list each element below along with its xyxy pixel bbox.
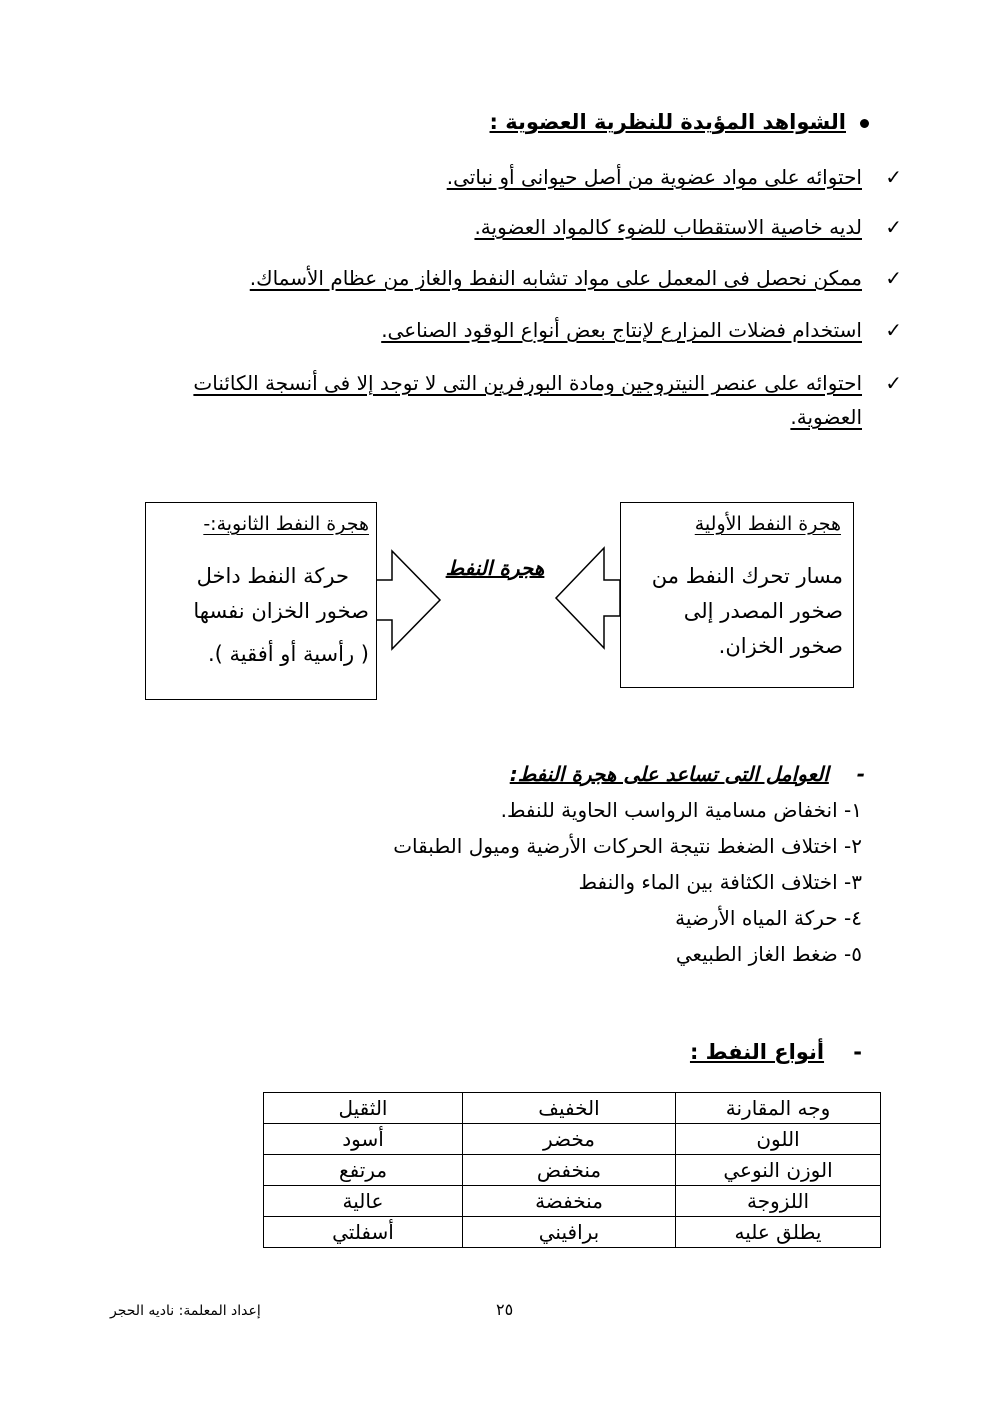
table-cell: أسفلتي	[264, 1217, 463, 1248]
migration-center-label: هجرة النفط	[445, 556, 545, 580]
table-cell: منخفضة	[463, 1186, 676, 1217]
table-cell: اللزوجة	[676, 1186, 881, 1217]
table-cell: يطلق عليه	[676, 1217, 881, 1248]
evidence-item: ✓ احتوائه على عنصر النيتروجين ومادة البورفرين التى لا توجد إلا فى أنسجة الكائنات العضوية.	[150, 366, 862, 434]
primary-migration-title: هجرة النفط الأولية	[694, 513, 841, 535]
checkmark-icon: ✓	[885, 318, 902, 342]
evidence-item: ✓ استخدام فضلات المزارع لإنتاج بعض أنواع الوقود الصناعى.	[381, 313, 862, 347]
table-cell: برافيني	[463, 1217, 676, 1248]
checkmark-icon: ✓	[885, 215, 902, 239]
checkmark-icon: ✓	[885, 371, 902, 395]
table-header-cell: الخفيف	[463, 1093, 676, 1124]
checkmark-icon: ✓	[885, 266, 902, 290]
table-cell: منخفض	[463, 1155, 676, 1186]
table-header-cell: وجه المقارنة	[676, 1093, 881, 1124]
evidence-item: ✓ ممكن نحصل فى المعمل على مواد تشابه النفط والغاز من عظام الأسماك.	[250, 261, 862, 295]
factor-item: ٤- حركة المياه الأرضية	[675, 906, 862, 930]
table-header-row	[264, 1093, 881, 1124]
checkmark-icon: ✓	[885, 165, 902, 189]
dash-marker: -	[824, 1040, 862, 1064]
primary-migration-body: مسار تحرك النفط من صخور المصدر إلى صخور الخزان.	[651, 564, 843, 658]
factor-item: ٢- اختلاف الضغط نتيجة الحركات الأرضية وميول الطبقات	[393, 834, 862, 858]
evidence-item: ✓ احتوائه على مواد عضوية من أصل حيوانى أو نباتى.	[447, 160, 862, 194]
table-cell: الوزن النوعي	[676, 1155, 881, 1186]
oil-types-table	[263, 1092, 881, 1248]
primary-migration-box	[620, 502, 854, 688]
dash-marker: -	[828, 762, 865, 786]
factor-item: ١- انخفاض مسامية الرواسب الحاوية للنفط.	[500, 798, 862, 822]
table-cell: أسود	[264, 1124, 463, 1155]
table-row	[264, 1186, 881, 1217]
secondary-migration-body: حركة النفط داخل صخور الخزان نفسها ( رأسية أو أفقية ).	[193, 564, 369, 666]
factors-title: - العوامل التى تساعد على هجرة النفط:	[509, 762, 865, 786]
factor-item: ٣- اختلاف الكثافة بين الماء والنفط	[578, 870, 862, 894]
evidence-title: الشواهد المؤيدة للنظرية العضوية :	[490, 110, 869, 134]
table-cell: اللون	[676, 1124, 881, 1155]
evidence-item: ✓ لديه خاصية الاستقطاب للضوء كالمواد العضوية.	[474, 210, 862, 244]
table-header-cell: الثقيل	[264, 1093, 463, 1124]
author-credit: إعداد المعلمة: ناديه الحجر	[110, 1303, 261, 1319]
page-number: ٢٥	[496, 1300, 514, 1319]
secondary-migration-title: هجرة النفط الثانوية:-	[203, 513, 369, 535]
factor-item: ٥- ضغط الغاز الطبيعي	[675, 942, 862, 966]
table-row	[264, 1155, 881, 1186]
table-cell: مخضر	[463, 1124, 676, 1155]
types-title: - أنواع النفط :	[689, 1040, 862, 1064]
secondary-migration-box	[145, 502, 377, 700]
table-cell: مرتفع	[264, 1155, 463, 1186]
table-cell: عالية	[264, 1186, 463, 1217]
table-row	[264, 1124, 881, 1155]
table-row	[264, 1217, 881, 1248]
